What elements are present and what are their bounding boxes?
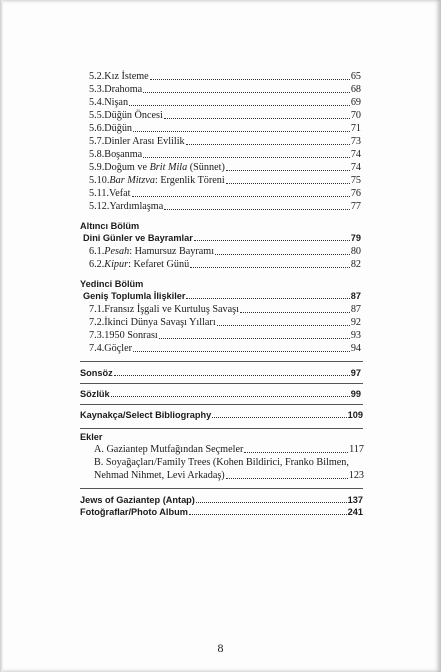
toc-entry[interactable] bbox=[89, 71, 361, 82]
leader-dots bbox=[196, 502, 347, 503]
label-part: : Ergenlik Töreni bbox=[154, 175, 225, 186]
toc-entry[interactable] bbox=[80, 410, 363, 420]
toc-entry-label: 7.2.İkinci Dünya Savaşı Yılları bbox=[89, 317, 216, 328]
label-part: 6.2. bbox=[89, 259, 105, 270]
leader-dots bbox=[143, 157, 350, 158]
toc-entry-page: 77 bbox=[350, 201, 361, 212]
leader-dots bbox=[226, 478, 348, 479]
chapter-heading: Yedinci Bölüm bbox=[80, 279, 144, 289]
label-italic: Kipur bbox=[104, 259, 129, 270]
toc-entry-label: 5.3.Drahoma bbox=[89, 84, 143, 95]
toc-entry[interactable] bbox=[89, 149, 361, 160]
toc-entry-label: 5.11.Vefat bbox=[89, 188, 131, 199]
label-part: 5.9.Doğum ve bbox=[89, 162, 150, 173]
toc-entry-page: 76 bbox=[350, 188, 361, 199]
toc-entry-label: Jews of Gaziantep (Antap) bbox=[80, 495, 195, 505]
toc-entry-page: 70 bbox=[350, 110, 361, 121]
chapter-page: 87 bbox=[350, 291, 361, 301]
toc-entry[interactable] bbox=[94, 470, 364, 481]
leader-dots bbox=[226, 170, 350, 171]
leader-dots bbox=[129, 105, 350, 106]
toc-entry-page: 68 bbox=[350, 84, 361, 95]
label-part: 5.10. bbox=[89, 175, 110, 186]
label-italic: Brit Mila bbox=[149, 162, 188, 173]
toc-entry-page: 73 bbox=[350, 136, 361, 147]
toc-entry-label: A. Gaziantep Mutfağından Seçmeler bbox=[94, 444, 244, 455]
toc-entry-page: 82 bbox=[350, 259, 361, 270]
toc-entry[interactable] bbox=[89, 259, 361, 270]
toc-entry-label: Sözlük bbox=[80, 389, 110, 399]
chapter-heading: Altıncı Bölüm bbox=[80, 221, 140, 231]
toc-entry-label: Kaynakça/Select Bibliography bbox=[80, 410, 212, 420]
label-part: : Hamursuz Bayramı bbox=[129, 246, 215, 257]
toc-entry-page: 93 bbox=[350, 330, 361, 341]
leader-dots bbox=[114, 375, 350, 376]
toc-entry[interactable] bbox=[94, 444, 364, 455]
leader-dots bbox=[133, 131, 350, 132]
toc-entry-label: 5.5.Düğün Öncesi bbox=[89, 110, 163, 121]
leader-dots bbox=[133, 351, 350, 352]
toc-entry-page: 123 bbox=[348, 470, 364, 481]
toc-entry[interactable] bbox=[80, 495, 363, 505]
toc-entry[interactable] bbox=[89, 188, 361, 199]
toc-entry-label: 5.6.Düğün bbox=[89, 123, 133, 134]
divider bbox=[80, 404, 363, 405]
leader-dots bbox=[159, 338, 350, 339]
chapter-title-entry[interactable] bbox=[83, 233, 361, 243]
toc-entry-page: 74 bbox=[350, 149, 361, 160]
appendix-heading: Ekler bbox=[80, 432, 103, 442]
toc-entry-label: Fotoğraflar/Photo Album bbox=[80, 507, 188, 517]
leader-dots bbox=[189, 514, 347, 515]
divider bbox=[80, 361, 363, 362]
toc-entry-page: 69 bbox=[350, 97, 361, 108]
toc-entry[interactable] bbox=[80, 389, 361, 399]
toc-entry[interactable] bbox=[89, 330, 361, 341]
toc-entry-label: 5.12.Yardımlaşma bbox=[89, 201, 164, 212]
toc-entry[interactable] bbox=[89, 136, 361, 147]
page-edge-shadow bbox=[0, 0, 3, 672]
toc-entry-page: 109 bbox=[347, 410, 363, 420]
toc-entry-page: 94 bbox=[350, 343, 361, 354]
toc-entry-page: 80 bbox=[350, 246, 361, 257]
toc-entry-label bbox=[89, 246, 214, 257]
toc-entry-page: 97 bbox=[350, 368, 361, 378]
toc-entry-page: 92 bbox=[350, 317, 361, 328]
toc-entry-label bbox=[89, 162, 225, 173]
leader-dots bbox=[164, 118, 350, 119]
leader-dots bbox=[244, 452, 348, 453]
toc-entry[interactable] bbox=[89, 317, 361, 328]
leader-dots bbox=[212, 417, 346, 418]
toc-entry[interactable] bbox=[89, 84, 361, 95]
toc-entry-label: 5.2.Kız İsteme bbox=[89, 71, 149, 82]
chapter-page: 79 bbox=[350, 233, 361, 243]
toc-entry[interactable] bbox=[89, 123, 361, 134]
toc-entry-label-line1[interactable]: B. Soyağaçları/Family Trees (Kohen Bildirici, Franko Bilmen, bbox=[94, 457, 349, 468]
leader-dots bbox=[190, 267, 350, 268]
toc-entry[interactable] bbox=[89, 175, 361, 186]
label-part: (Sünnet) bbox=[187, 162, 225, 173]
toc-entry-label: 5.8.Boşanma bbox=[89, 149, 143, 160]
toc-entry-page: 71 bbox=[350, 123, 361, 134]
toc-entry-label bbox=[89, 175, 225, 186]
toc-entry-page: 75 bbox=[350, 175, 361, 186]
leader-dots bbox=[164, 209, 350, 210]
toc-entry-label: 7.1.Fransız İşgali ve Kurtuluş Savaşı bbox=[89, 304, 239, 315]
page-number: 8 bbox=[217, 641, 224, 655]
chapter-title: Geniş Toplumla İlişkiler bbox=[83, 291, 186, 301]
toc-entry-label: 7.4.Göçler bbox=[89, 343, 132, 354]
toc-entry[interactable] bbox=[89, 246, 361, 257]
label-part: : Kefaret Günü bbox=[128, 259, 190, 270]
divider bbox=[80, 428, 363, 429]
toc-entry[interactable] bbox=[89, 304, 361, 315]
toc-entry-page: 117 bbox=[349, 444, 364, 455]
toc-entry-page: 241 bbox=[347, 507, 363, 517]
toc-entry[interactable] bbox=[89, 110, 361, 121]
leader-dots bbox=[132, 196, 350, 197]
divider bbox=[80, 383, 363, 384]
toc-entry[interactable] bbox=[89, 162, 361, 173]
toc-entry-page: 74 bbox=[350, 162, 361, 173]
toc-entry-page: 65 bbox=[350, 71, 361, 82]
toc-entry[interactable] bbox=[89, 97, 361, 108]
toc-entry-page: 87 bbox=[350, 304, 361, 315]
leader-dots bbox=[240, 312, 350, 313]
toc-entry-label-line2: Nehmad Nihmet, Levi Arkadaş) bbox=[94, 470, 225, 481]
label-part: 6.1. bbox=[89, 246, 105, 257]
chapter-title: Dini Günler ve Bayramlar bbox=[83, 233, 193, 243]
leader-dots bbox=[194, 240, 350, 241]
leader-dots bbox=[186, 144, 350, 145]
leader-dots bbox=[226, 183, 350, 184]
leader-dots bbox=[150, 79, 350, 80]
toc-entry[interactable] bbox=[89, 343, 361, 354]
leader-dots bbox=[217, 325, 350, 326]
leader-dots bbox=[111, 396, 350, 397]
toc-entry-page: 99 bbox=[350, 389, 361, 399]
divider bbox=[80, 488, 363, 489]
toc-entry[interactable] bbox=[89, 201, 361, 212]
leader-dots bbox=[143, 92, 350, 93]
toc-entry-label: Sonsöz bbox=[80, 368, 113, 378]
label-italic: Bar Mitzva bbox=[109, 175, 155, 186]
toc-entry-label: 7.3.1950 Sonrası bbox=[89, 330, 158, 341]
toc-entry-page: 137 bbox=[347, 495, 363, 505]
toc-entry-label bbox=[89, 259, 189, 270]
chapter-title-entry[interactable] bbox=[83, 291, 361, 301]
toc-entry-label: 5.4.Nişan bbox=[89, 97, 129, 108]
leader-dots bbox=[186, 298, 349, 299]
leader-dots bbox=[215, 254, 350, 255]
toc-entry[interactable] bbox=[80, 507, 363, 517]
toc-entry[interactable] bbox=[80, 368, 361, 378]
toc-entry-label: 5.7.Dinler Arası Evlilik bbox=[89, 136, 185, 147]
label-italic: Pesah bbox=[104, 246, 130, 257]
